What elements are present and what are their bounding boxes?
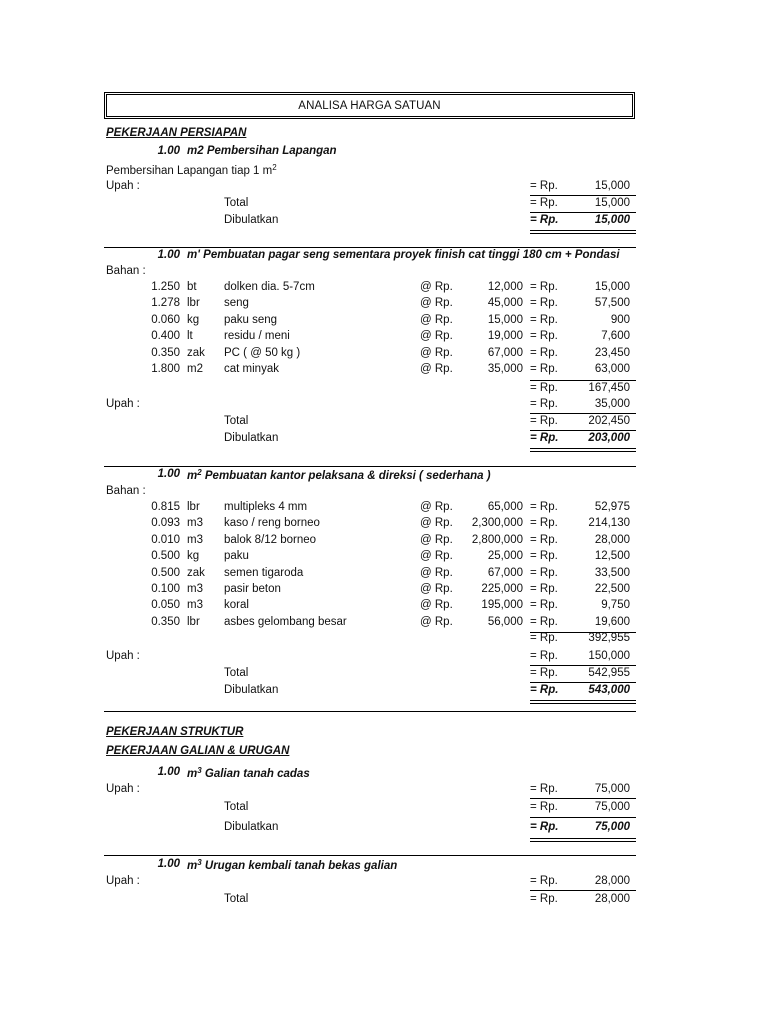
material-unit-price: 195,000: [481, 599, 523, 612]
item-unit-superscript: 3: [197, 766, 202, 775]
total-row: [106, 415, 636, 431]
material-qty: 1.800: [151, 363, 180, 375]
equals-rp: = Rp.: [530, 382, 558, 394]
upah-amount: 35,000: [594, 398, 630, 410]
material-qty: 0.500: [151, 566, 180, 579]
material-qty: 0.500: [151, 550, 180, 563]
bahan-label: Bahan :: [106, 485, 146, 497]
total-amount: 202,450: [588, 415, 630, 427]
equals-rp: = Rp.: [530, 615, 558, 628]
material-amount: 22,500: [594, 583, 630, 595]
equals-rp: = Rp.: [530, 684, 559, 696]
equals-rp: = Rp.: [530, 180, 558, 192]
material-amount: 63,000: [594, 363, 630, 375]
upah-row: [106, 398, 636, 414]
upah-row: [106, 783, 636, 799]
equals-rp: = Rp.: [530, 197, 558, 209]
equals-rp: = Rp.: [530, 517, 558, 530]
total-label: Total: [224, 893, 249, 905]
total-label: Total: [224, 415, 249, 427]
item-unit-superscript: 3: [197, 858, 202, 867]
material-unit-price: 25,000: [487, 550, 523, 563]
material-description: koral: [224, 599, 249, 612]
material-qty: 1.250: [151, 281, 180, 293]
at-rp: @ Rp.: [420, 517, 453, 530]
item-qty: 1.00: [157, 468, 180, 480]
material-description: pasir beton: [224, 583, 281, 595]
material-qty: 0.060: [151, 313, 180, 326]
material-amount: 7,600: [601, 330, 630, 343]
material-description: cat minyak: [224, 363, 279, 375]
material-unit: m3: [187, 517, 203, 530]
material-unit-price: 45,000: [487, 297, 523, 310]
material-amount: 12,500: [594, 550, 630, 563]
material-unit: m3: [187, 599, 203, 612]
upah-row: [106, 650, 636, 666]
upah-row: [106, 875, 636, 891]
material-row: [106, 599, 636, 615]
item-unit: m': [187, 249, 200, 261]
item-qty: 1.00: [157, 766, 180, 778]
material-qty: 0.350: [151, 346, 180, 359]
rounded-row: [106, 432, 636, 448]
equals-rp: = Rp.: [530, 330, 558, 343]
item-header-galian: [106, 766, 636, 782]
sheet-title: [104, 92, 635, 119]
item-header-pagar-seng: [106, 249, 636, 265]
material-amount: 19,600: [594, 615, 630, 628]
item-qty: 1.00: [157, 249, 180, 261]
item-note-text: Pembersihan Lapangan tiap 1 m: [106, 165, 273, 177]
at-rp: @ Rp.: [420, 313, 453, 326]
material-amount: 52,975: [594, 501, 630, 513]
material-description: residu / meni: [224, 330, 290, 343]
at-rp: @ Rp.: [420, 533, 453, 546]
bahan-row: [106, 485, 636, 501]
material-row: [106, 616, 636, 632]
material-qty: 0.010: [151, 533, 180, 546]
equals-rp: = Rp.: [530, 599, 558, 612]
material-unit: m3: [187, 533, 203, 546]
item-description: Urugan kembali tanah bekas galian: [204, 860, 398, 872]
upah-amount: 28,000: [594, 875, 630, 887]
section-title-persiapan: PEKERJAAN PERSIAPAN: [106, 127, 247, 139]
subtotal-amount: 392,955: [588, 632, 630, 644]
item-unit: m: [187, 470, 198, 482]
material-unit: m2: [187, 363, 203, 375]
rounded-row: [106, 214, 636, 230]
material-qty: 0.815: [151, 501, 180, 513]
rounded-label: Dibulatkan: [224, 684, 279, 696]
equals-rp: = Rp.: [530, 363, 558, 375]
material-amount: 28,000: [594, 533, 630, 546]
material-unit: zak: [187, 346, 205, 359]
upah-amount: 150,000: [588, 650, 630, 662]
total-amount: 75,000: [594, 801, 630, 813]
rounded-label: Dibulatkan: [224, 432, 279, 444]
item-header-kantor: [106, 468, 636, 484]
at-rp: @ Rp.: [420, 297, 453, 310]
rounded-row: [106, 821, 636, 837]
upah-label: Upah :: [106, 180, 140, 192]
total-amount: 28,000: [594, 893, 630, 905]
equals-rp: = Rp.: [530, 214, 559, 226]
material-description: multipleks 4 mm: [224, 501, 308, 513]
section-title-galian-urugan: PEKERJAAN GALIAN & URUGAN: [106, 745, 290, 757]
equals-rp: = Rp.: [530, 650, 558, 662]
material-unit-price: 67,000: [487, 566, 523, 579]
material-amount: 9,750: [601, 599, 630, 612]
material-description: seng: [224, 297, 249, 310]
material-description: dolken dia. 5-7cm: [224, 281, 315, 293]
total-label: Total: [224, 667, 249, 679]
material-unit-price: 12,000: [487, 281, 523, 293]
total-amount: 542,955: [588, 667, 630, 679]
material-qty: 0.050: [151, 599, 180, 612]
material-amount: 900: [610, 313, 630, 326]
total-amount: 15,000: [594, 197, 630, 209]
total-row: [106, 667, 636, 683]
upah-label: Upah :: [106, 783, 140, 795]
item-qty: 1.00: [157, 858, 180, 870]
item-qty: 1.00: [157, 145, 180, 157]
material-row: [106, 534, 636, 550]
equals-rp: = Rp.: [530, 313, 558, 326]
material-unit-price: 225,000: [481, 583, 523, 595]
upah-amount: 15,000: [594, 180, 630, 192]
upah-row: [106, 180, 636, 196]
material-unit: lt: [187, 330, 193, 343]
material-description: paku seng: [224, 313, 278, 326]
at-rp: @ Rp.: [420, 550, 453, 563]
material-description: kaso / reng borneo: [224, 517, 320, 530]
rounded-amount: 203,000: [588, 432, 630, 444]
item-unit: m: [187, 768, 198, 780]
total-label: Total: [224, 801, 249, 813]
material-description: balok 8/12 borneo: [224, 533, 317, 546]
subtotal-amount: 167,450: [588, 382, 630, 394]
equals-rp: = Rp.: [530, 566, 558, 579]
equals-rp: = Rp.: [530, 783, 558, 795]
material-unit: zak: [187, 566, 205, 579]
material-row: [106, 297, 636, 313]
material-unit-price: 15,000: [487, 313, 523, 326]
at-rp: @ Rp.: [420, 566, 453, 579]
equals-rp: = Rp.: [530, 281, 558, 293]
material-description: PC ( @ 50 kg ): [224, 346, 301, 359]
at-rp: @ Rp.: [420, 501, 453, 513]
equals-rp: = Rp.: [530, 821, 559, 833]
material-unit-price: 2,800,000: [471, 533, 523, 546]
upah-label: Upah :: [106, 650, 140, 662]
upah-label: Upah :: [106, 875, 140, 887]
item-unit-superscript: 2: [197, 468, 202, 477]
rounded-row: [106, 684, 636, 700]
equals-rp: = Rp.: [530, 398, 558, 410]
equals-rp: = Rp.: [530, 801, 558, 813]
upah-amount: 75,000: [594, 783, 630, 795]
rounded-amount: 543,000: [588, 684, 630, 696]
upah-label: Upah :: [106, 398, 140, 410]
material-row: [106, 583, 636, 599]
at-rp: @ Rp.: [420, 330, 453, 343]
subtotal-row: [106, 382, 636, 398]
subtotal-row: [106, 632, 636, 648]
material-description: paku: [224, 550, 249, 563]
at-rp: @ Rp.: [420, 583, 453, 595]
material-row: [106, 314, 636, 330]
material-row: [106, 330, 636, 346]
material-row: [106, 347, 636, 363]
total-row: [106, 197, 636, 213]
material-row: [106, 567, 636, 583]
at-rp: @ Rp.: [420, 346, 453, 359]
equals-rp: = Rp.: [530, 875, 558, 887]
material-amount: 15,000: [594, 281, 630, 293]
item-description: Galian tanah cadas: [204, 768, 310, 780]
equals-rp: = Rp.: [530, 893, 558, 905]
total-row: [106, 893, 636, 909]
item-description: Pembersihan Lapangan: [206, 145, 337, 157]
rounded-label: Dibulatkan: [224, 214, 279, 226]
material-description: asbes gelombang besar: [224, 615, 347, 628]
material-unit: m3: [187, 583, 203, 595]
material-qty: 0.100: [151, 583, 180, 595]
material-description: semen tigaroda: [224, 566, 304, 579]
total-row: [106, 801, 636, 817]
equals-rp: = Rp.: [530, 550, 558, 563]
at-rp: @ Rp.: [420, 281, 453, 293]
at-rp: @ Rp.: [420, 615, 453, 628]
material-qty: 0.350: [151, 615, 180, 628]
equals-rp: = Rp.: [530, 667, 558, 679]
equals-rp: = Rp.: [530, 346, 558, 359]
material-qty: 0.400: [151, 330, 180, 343]
material-amount: 33,500: [594, 566, 630, 579]
rounded-amount: 15,000: [594, 214, 630, 226]
material-amount: 57,500: [594, 297, 630, 310]
material-row: [106, 550, 636, 566]
material-row: [106, 281, 636, 297]
material-row: [106, 363, 636, 379]
equals-rp: = Rp.: [530, 501, 558, 513]
equals-rp: = Rp.: [530, 432, 559, 444]
material-amount: 23,450: [594, 346, 630, 359]
section-title-struktur: PEKERJAAN STRUKTUR: [106, 726, 244, 738]
material-unit-price: 56,000: [487, 615, 523, 628]
equals-rp: = Rp.: [530, 583, 558, 595]
material-unit-price: 67,000: [487, 346, 523, 359]
material-unit: kg: [187, 313, 200, 326]
material-row: [106, 517, 636, 533]
item-description: Pembuatan kantor pelaksana & direksi ( sederhana ): [204, 470, 491, 482]
material-row: [106, 501, 636, 517]
equals-rp: = Rp.: [530, 415, 558, 427]
at-rp: @ Rp.: [420, 599, 453, 612]
material-qty: 1.278: [151, 297, 180, 310]
item-header-urugan: [106, 858, 636, 874]
item-header-pembersihan: [106, 145, 636, 161]
item-unit: m2: [187, 145, 204, 157]
material-unit-price: 2,300,000: [471, 517, 523, 530]
item-note-superscript: 2: [272, 163, 277, 172]
material-unit-price: 35,000: [487, 363, 523, 375]
bahan-row: [106, 265, 636, 281]
rounded-amount: 75,000: [594, 821, 630, 833]
material-unit: lbr: [187, 297, 200, 310]
bahan-label: Bahan :: [106, 265, 146, 277]
rounded-label: Dibulatkan: [224, 821, 279, 833]
material-unit: kg: [187, 550, 200, 563]
equals-rp: = Rp.: [530, 632, 558, 644]
equals-rp: = Rp.: [530, 533, 558, 546]
material-amount: 214,130: [588, 517, 630, 530]
material-qty: 0.093: [151, 517, 180, 530]
item-description: Pembuatan pagar seng sementara proyek finish cat tinggi 180 cm + Pondasi: [203, 249, 620, 261]
item-unit: m: [187, 860, 198, 872]
material-unit-price: 19,000: [487, 330, 523, 343]
material-unit-price: 65,000: [487, 501, 523, 513]
material-unit: lbr: [187, 615, 200, 628]
at-rp: @ Rp.: [420, 363, 453, 375]
total-label: Total: [224, 197, 249, 209]
equals-rp: = Rp.: [530, 297, 558, 310]
sheet-title-text: ANALISA HARGA SATUAN: [298, 99, 441, 112]
material-unit: lbr: [187, 501, 200, 513]
item-note: [106, 163, 277, 177]
material-unit: bt: [187, 281, 197, 293]
